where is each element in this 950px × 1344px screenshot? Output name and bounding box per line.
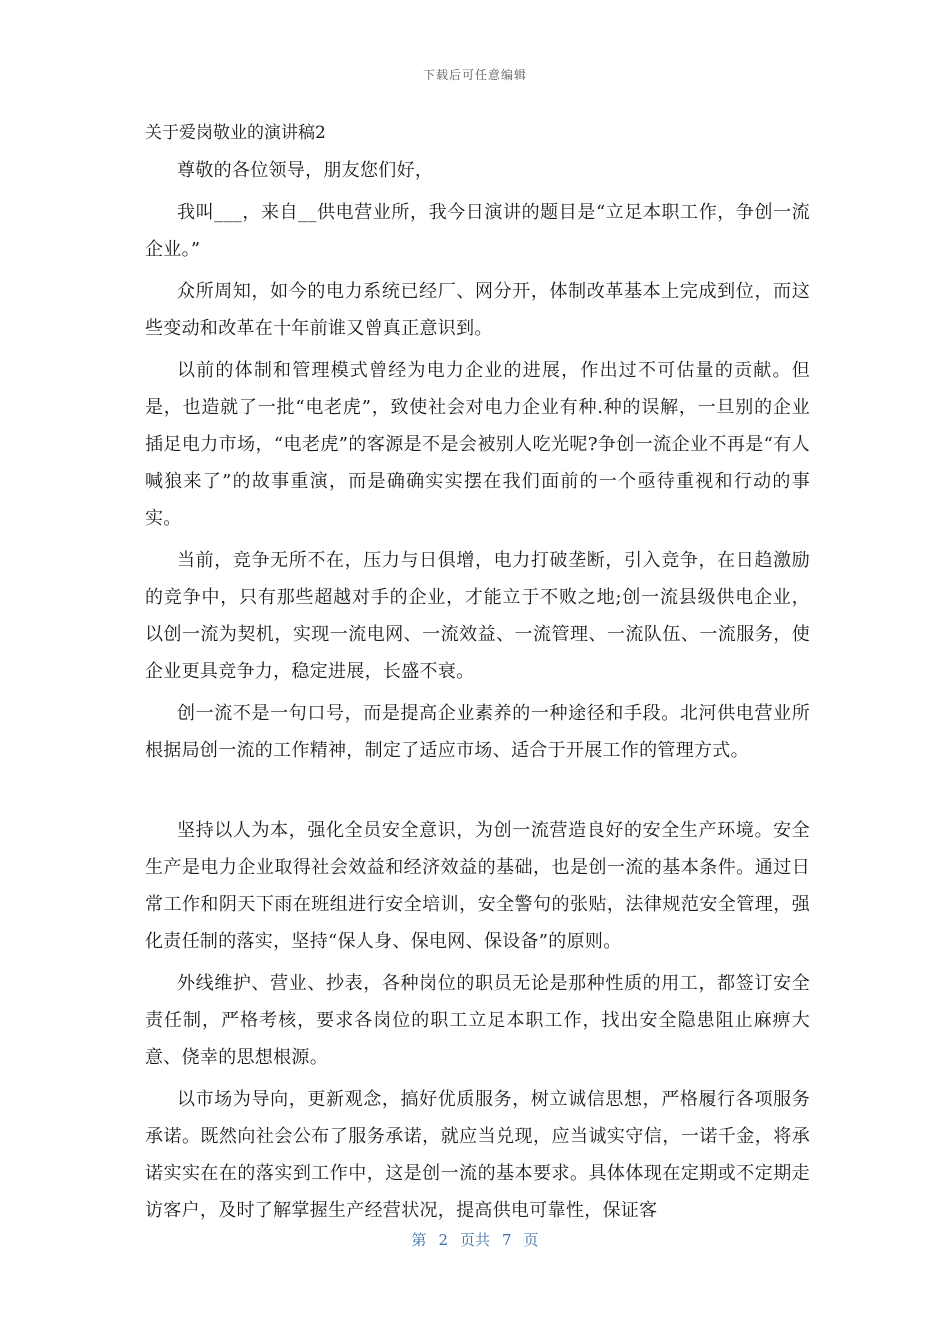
total-pages-number: 7: [502, 1231, 512, 1249]
document-body: [145, 118, 810, 1234]
paragraph-spacer: [145, 774, 810, 812]
page-header: 下载后可任意编辑: [422, 68, 527, 82]
paragraph: 我叫___，来自__供电营业所，我今日演讲的题目是“立足本职工作，争创一流企业。”: [145, 202, 810, 260]
paragraph: 坚持以人为本，强化全员安全意识，为创一流营造良好的安全生产环境。安全生产是电力企业取得社会效益和经济效益的基础，也是创一流的基本条件。通过日常工作和阴天下雨在班组进行安全培训，安全警句的张贴，法律规范安全管理，强化责任制的落实，坚持“保人身、保电网、保设备”的原则。: [145, 820, 810, 952]
footer-prefix: 第: [411, 1231, 427, 1249]
paragraph: 尊敬的各位领导，朋友您们好，: [177, 160, 434, 181]
paragraph: 以市场为导向，更新观念，搞好优质服务，树立诚信思想，严格履行各项服务承诺。既然向社会公布了服务承诺，就应当兑现，应当诚实守信，一诺千金，将承诺实实在在的落实到工作中，这是创一流的基本要求。具体体现在定期或不定期走访客户，及时了解掌握生产经营状况，提高供电可靠性，保证客: [145, 1089, 810, 1221]
paragraph: 当前，竞争无所不在，压力与日俱增，电力打破垄断，引入竞争，在日趋激励的竞争中，只有那些超越对手的企业，才能立于不败之地;创一流县级供电企业，以创一流为契机，实现一流电网、一流效益、一流管理、一流队伍、一流服务，使企业更具竞争力，稳定进展，长盛不衰。: [145, 550, 810, 682]
paragraph: 众所周知，如今的电力系统已经厂、网分开，体制改革基本上完成到位，而这些变动和改革在十年前谁又曾真正意识到。: [145, 281, 810, 339]
current-page-number: 2: [438, 1231, 448, 1249]
paragraph: 外线维护、营业、抄表，各种岗位的职员无论是那种性质的用工，都签订安全责任制，严格考核，要求各岗位的职工立足本职工作，找出安全隐患阻止麻痹大意、侥幸的思想根源。: [145, 973, 810, 1068]
document-title: 关于爱岗敬业的演讲稿2: [145, 123, 326, 143]
paragraph: 创一流不是一句口号，而是提高企业素养的一种途径和手段。北河供电营业所根据局创一流的工作精神，制定了适应市场、适合于开展工作的管理方式。: [145, 703, 810, 761]
page-footer: [0, 1229, 950, 1250]
footer-middle: 页共: [459, 1231, 490, 1249]
footer-suffix: 页: [523, 1231, 539, 1249]
paragraph: 以前的体制和管理模式曾经为电力企业的进展，作出过不可估量的贡献。但是，也造就了一批“电老虎”，致使社会对电力企业有种.种的误解，一旦别的企业插足电力市场，“电老虎”的客源是不是会被别人吃光呢?争创一流企业不再是“有人喊狼来了”的故事重演，而是确确实实摆在我们面前的一个亟待重视和行动的事实。: [145, 360, 810, 529]
